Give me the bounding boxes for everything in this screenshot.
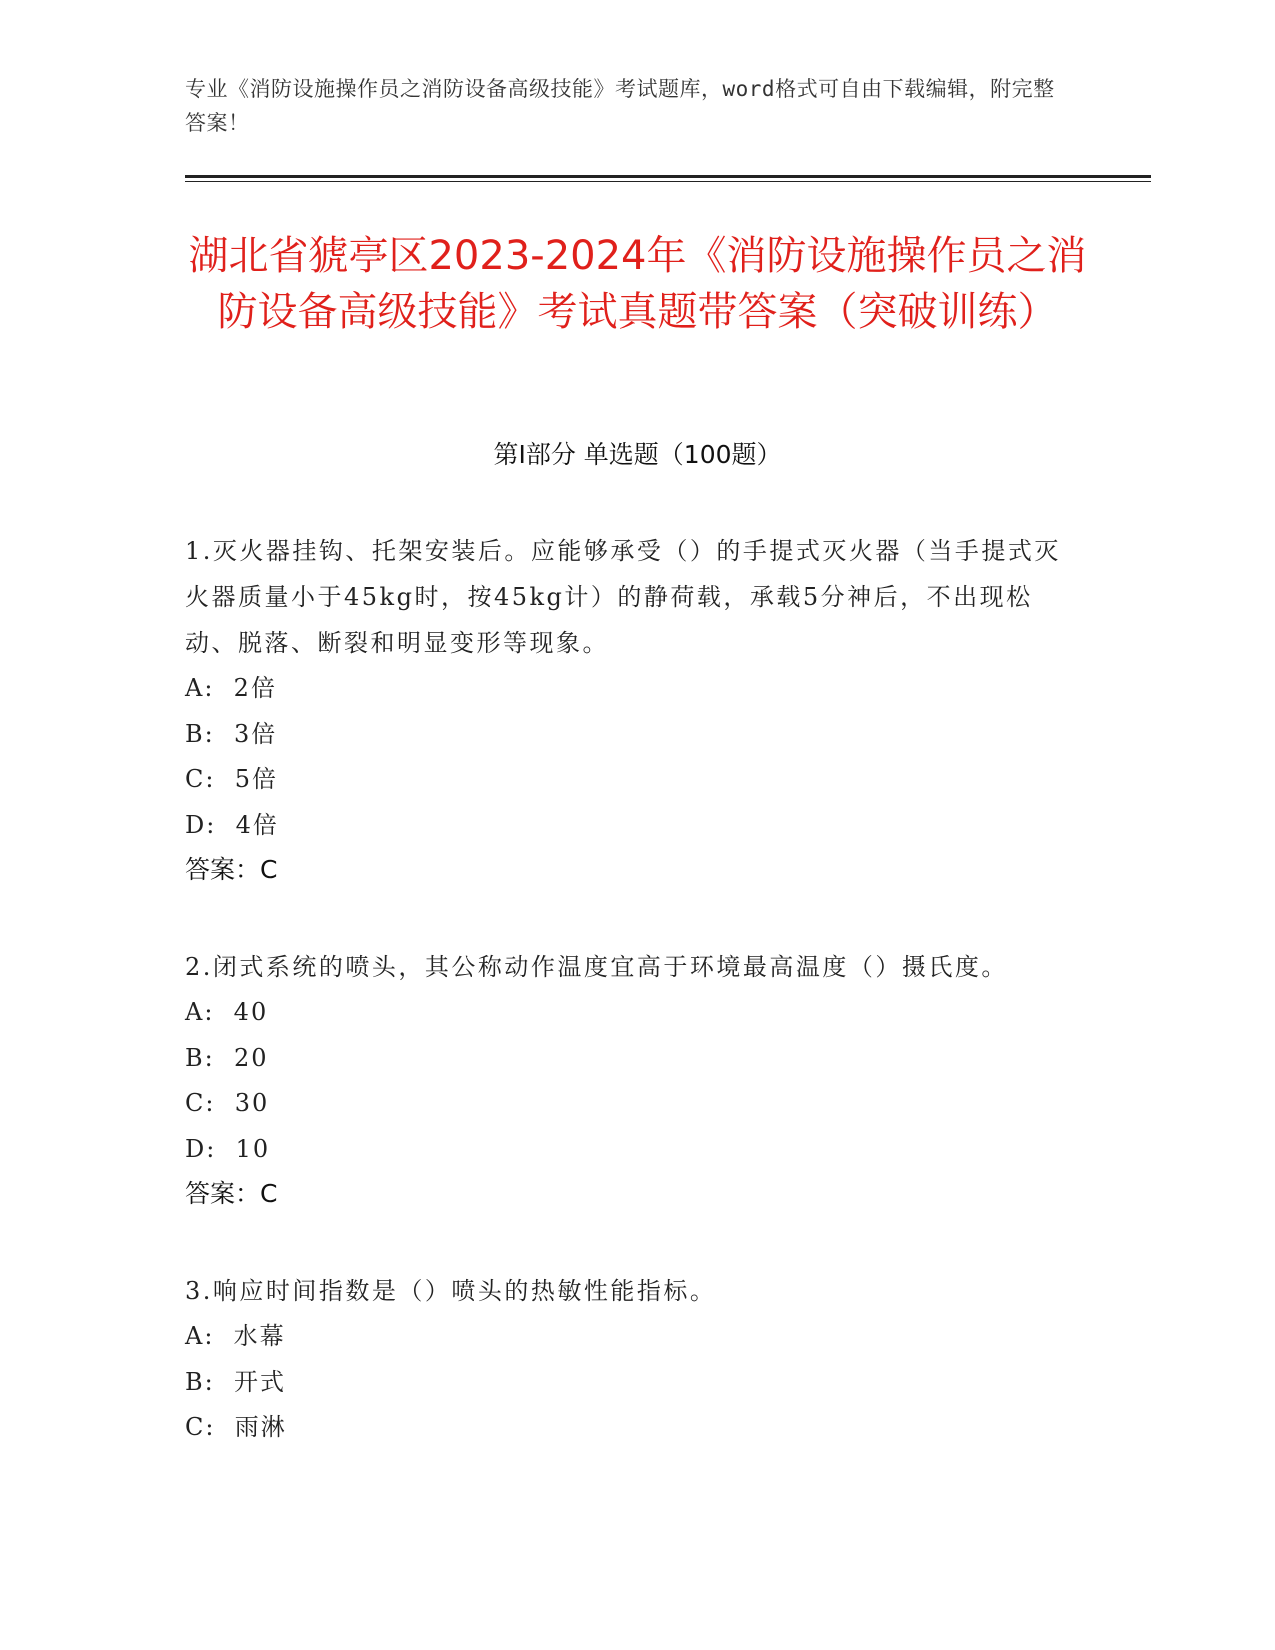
question-2	[185, 944, 1065, 1216]
header-note: 专业《消防设施操作员之消防设备高级技能》考试题库，word格式可自由下载编辑，附完整答案！	[185, 77, 1055, 135]
question-list	[185, 528, 1065, 1503]
question-stem: 1.灭火器挂钩、托架安装后。应能够承受（）的手提式灭火器（当手提式灭火器质量小于45kg时，按45kg计）的静荷载，承载5分神后，不出现松动、脱落、断裂和明显变形等现象。	[185, 537, 1061, 657]
option-c: C: 雨淋	[185, 1413, 287, 1441]
option-b: B: 20	[185, 1043, 269, 1072]
header-rule-thin	[185, 181, 1151, 182]
option-d: D: 4倍	[185, 810, 279, 839]
option-d: D: 10	[185, 1134, 271, 1163]
option-b: B: 开式	[185, 1367, 286, 1396]
option-c: C: 5倍	[185, 765, 278, 793]
answer-line: 答案：C	[185, 855, 278, 884]
answer-line: 答案：C	[185, 1179, 278, 1208]
document-title: 湖北省猇亭区2023-2024年《消防设施操作员之消防设备高级技能》考试真题带答案（突破训练）	[188, 233, 1087, 335]
option-a: A: 水幕	[185, 1322, 286, 1350]
option-b: B: 3倍	[185, 719, 278, 748]
question-stem: 3.响应时间指数是（）喷头的热敏性能指标。	[185, 1277, 717, 1305]
section-heading: 第I部分 单选题（100题）	[493, 440, 782, 469]
option-a: A: 40	[185, 998, 269, 1026]
option-c: C: 30	[185, 1089, 270, 1117]
question-3	[185, 1268, 1065, 1451]
question-stem: 2.闭式系统的喷头，其公称动作温度宜高于环境最高温度（）摄氏度。	[185, 953, 1008, 981]
question-1	[185, 528, 1065, 892]
header-rule-thick	[185, 175, 1151, 178]
option-a: A: 2倍	[185, 674, 277, 702]
